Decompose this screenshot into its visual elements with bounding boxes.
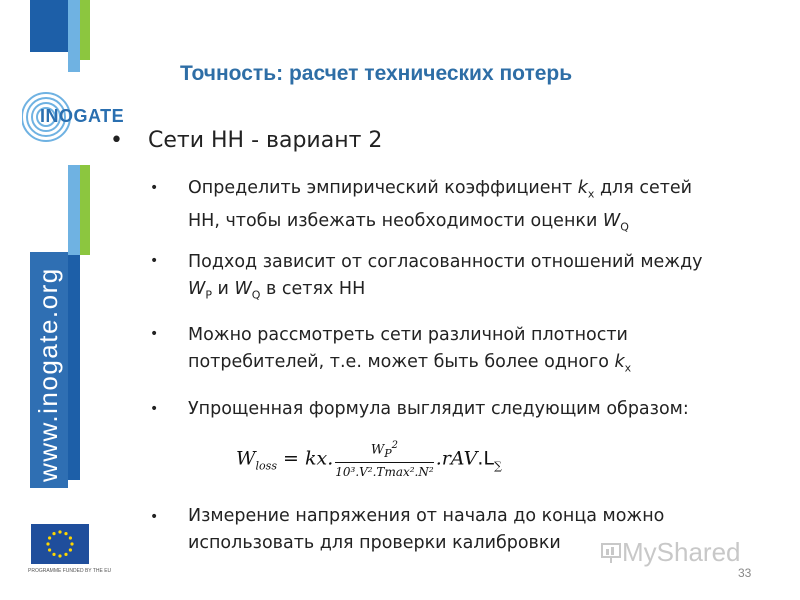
stripe-top-light (68, 0, 80, 72)
formula-denominator: 10³.V².Tmax².N² (335, 464, 434, 479)
formula-fraction (335, 440, 433, 479)
formula-tail2: .L (477, 447, 494, 470)
sub-bullet-5-text: Измерение напряжения от начала до конца можно (188, 506, 665, 526)
var-w: W (188, 279, 206, 299)
bullet-dot: • (150, 401, 159, 417)
watermark (600, 537, 741, 568)
stripe-top-green (80, 0, 90, 60)
eu-flag-icon (31, 524, 89, 564)
sub-bullet-1-line2: НН, чтобы избежать необходимости оценки (188, 210, 603, 231)
sub-bullet-2 (188, 249, 768, 309)
sub-bullet-2-line2: в сетях НН (260, 279, 366, 299)
watermark-text: MyShared (622, 537, 741, 567)
sub-bullet-5-line2: использовать для проверки калибровки (188, 533, 561, 553)
formula-num-var: W (370, 442, 385, 458)
main-bullet-text: Сети НН - вариант 2 (148, 128, 383, 153)
formula-lhs-sub: loss (255, 459, 277, 473)
stripe-mid-light (68, 165, 80, 255)
page-number: 33 (738, 566, 752, 580)
formula-numerator (335, 440, 433, 463)
var-w-sub: Q (251, 288, 261, 302)
sub-bullet-1-text-end: для сетей (594, 178, 693, 198)
formula-eq: = kx. (276, 447, 334, 470)
formula-tail2-sub: ∑ (493, 459, 502, 473)
presentation-icon (600, 540, 622, 564)
slide-title: Точность: расчет технических потерь (180, 62, 573, 85)
sub-bullet-1 (188, 175, 768, 240)
bullet-dot: • (110, 128, 123, 153)
var-w-sub: Q (620, 220, 629, 233)
stripe-mid-green (80, 165, 90, 255)
var-k-sub: x (624, 361, 632, 375)
var-w: W (602, 210, 621, 231)
sub-bullet-3-text: Можно рассмотреть сети различной плотности (188, 325, 628, 345)
bullet-dot: • (150, 253, 159, 269)
formula-num-sub: P (384, 446, 392, 460)
stripe-low-blue (68, 255, 80, 480)
sub-bullet-2-text: Подход зависит от согласованности отношений между (188, 252, 703, 272)
sub-bullet-3 (188, 322, 768, 382)
stripe-top-blue (30, 0, 68, 52)
var-k: k (614, 352, 625, 372)
loss-formula (236, 440, 502, 492)
logo-text: INOGATE (40, 106, 125, 126)
var-k: k (577, 178, 588, 198)
sub-bullet-2-and: и (211, 279, 235, 299)
var-k-sub: x (587, 187, 595, 201)
formula-tail: .rAV (435, 447, 478, 470)
var-w-sub: P (205, 288, 212, 302)
sidebar-url: www.inogate.org (33, 267, 63, 482)
sub-bullet-3-line2: потребителей, т.е. может быть более одного (188, 352, 615, 372)
main-bullet (110, 128, 383, 153)
eu-caption: PROGRAMME FUNDED BY THE EU (28, 568, 112, 574)
formula-num-sup: 2 (391, 440, 399, 451)
sub-bullet-4-text: Упрощенная формула выглядит следующим образом: (188, 399, 689, 419)
bullet-dot: • (150, 326, 159, 342)
var-w: W (234, 279, 252, 299)
bullet-dot: • (150, 180, 159, 196)
sub-bullet-4 (188, 396, 768, 423)
formula-lhs: W (236, 447, 256, 470)
bullet-dot: • (150, 509, 159, 525)
sub-bullet-1-text: Определить эмпирический коэффициент (188, 178, 578, 198)
